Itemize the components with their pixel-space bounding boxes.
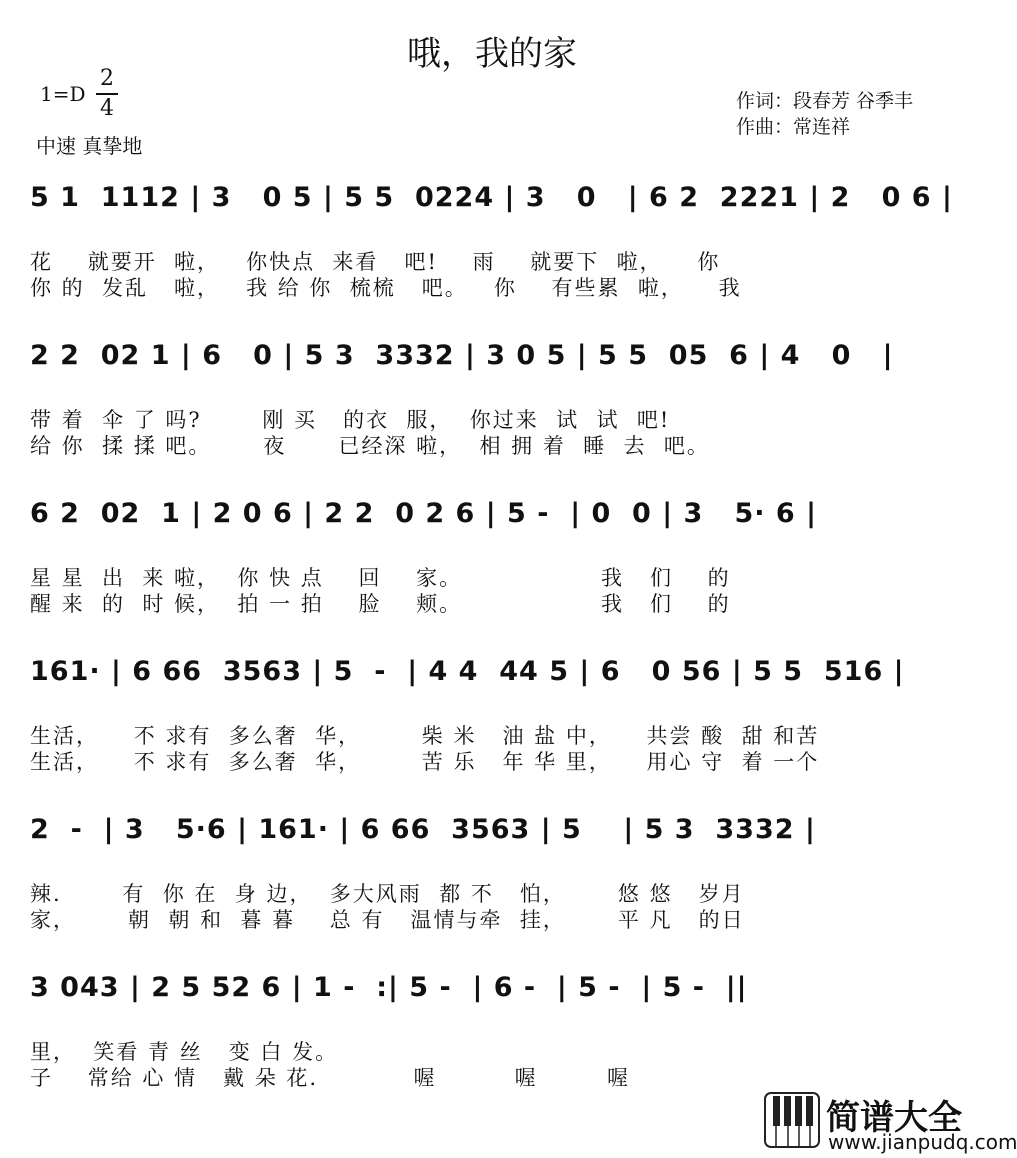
- piano-keys-icon: [764, 1092, 820, 1148]
- lyrics-verse-1: 星 星 出 来 啦， 你 快 点 回 家。 我 们 的: [30, 566, 731, 590]
- score-row-3: [0, 498, 984, 648]
- lyrics-verse-2: 生活， 不 求有 多么奢 华， 苦 乐 年 华 里， 用心 守 着 一个: [30, 750, 820, 774]
- lyricist-credit: 作词：段春芳 谷季丰: [736, 90, 914, 112]
- lyrics-verse-1: 辣. 有 你 在 身 边， 多大风雨 都 不 怕， 悠 悠 岁月: [30, 882, 745, 906]
- watermark-name: 简谱大全: [826, 1098, 962, 1138]
- notation-line: 2 - | 3 5·6 | 161· | 6 66 3563 | 5 | 5 3 3332 |: [30, 814, 816, 845]
- score-row-2: [0, 340, 984, 490]
- score-row-1: [0, 182, 984, 332]
- lyrics-verse-2: 你 的 发乱 啦， 我 给 你 梳梳 吧。 你 有些累 啦， 我: [30, 276, 742, 300]
- notation-line: 5 1 1112 | 3 0 5 | 5 5 0224 | 3 0 | 6 2 2221 | 2 0 6 |: [30, 182, 953, 213]
- site-watermark: [764, 1090, 1017, 1154]
- lyrics-verse-1: 带 着 伞 了 吗? 刚 买 的衣 服， 你过来 试 试 吧!: [30, 408, 671, 432]
- time-signature: [96, 66, 118, 122]
- lyrics-verse-1: 生活， 不 求有 多么奢 华， 柴 米 油 盐 中， 共尝 酸 甜 和苦: [30, 724, 820, 748]
- notation-line: 3 043 | 2 5 52 6 | 1 - :| 5 - | 6 - | 5 - | 5 - ||: [30, 972, 748, 1003]
- lyrics-verse-2: 家， 朝 朝 和 暮 暮 总 有 温情与牵 挂， 平 凡 的日: [30, 908, 745, 932]
- notation-line: 161· | 6 66 3563 | 5 - | 4 4 44 5 | 6 0 56 | 5 5 516 |: [30, 656, 905, 687]
- score-row-4: [0, 656, 984, 806]
- score-row-5: [0, 814, 984, 964]
- tempo-marking: 中速 真挚地: [36, 134, 143, 158]
- notation-line: 2 2 02 1 | 6 0 | 5 3 3332 | 3 0 5 | 5 5 05 6 | 4 0 |: [30, 340, 894, 371]
- lyrics-verse-2: 给 你 揉 揉 吧。 夜 已经深 啦， 相 拥 着 睡 去 吧。: [30, 434, 710, 458]
- lyrics-verse-2: 子 常给 心 情 戴 朵 花. 喔 喔 喔: [30, 1066, 631, 1090]
- key-signature: 1=D: [40, 82, 86, 106]
- lyrics-verse-1: 花 就要开 啦， 你快点 来看 吧! 雨 就要下 啦， 你: [30, 250, 721, 274]
- watermark-url: www.jianpudq.com: [828, 1130, 1017, 1154]
- lyrics-verse-1: 里， 笑看 青 丝 变 白 发。: [30, 1040, 339, 1064]
- time-signature-bottom: 4: [100, 96, 114, 121]
- notation-line: 6 2 02 1 | 2 0 6 | 2 2 0 2 6 | 5 - | 0 0 | 3 5· 6 |: [30, 498, 817, 529]
- song-title: 哦，我的家: [407, 34, 577, 74]
- composer-credit: 作曲：常连祥: [736, 116, 851, 138]
- time-signature-top: 2: [100, 66, 114, 91]
- fraction-bar: [96, 93, 118, 95]
- lyrics-verse-2: 醒 来 的 时 候， 拍 一 拍 脸 颊。 我 们 的: [30, 592, 731, 616]
